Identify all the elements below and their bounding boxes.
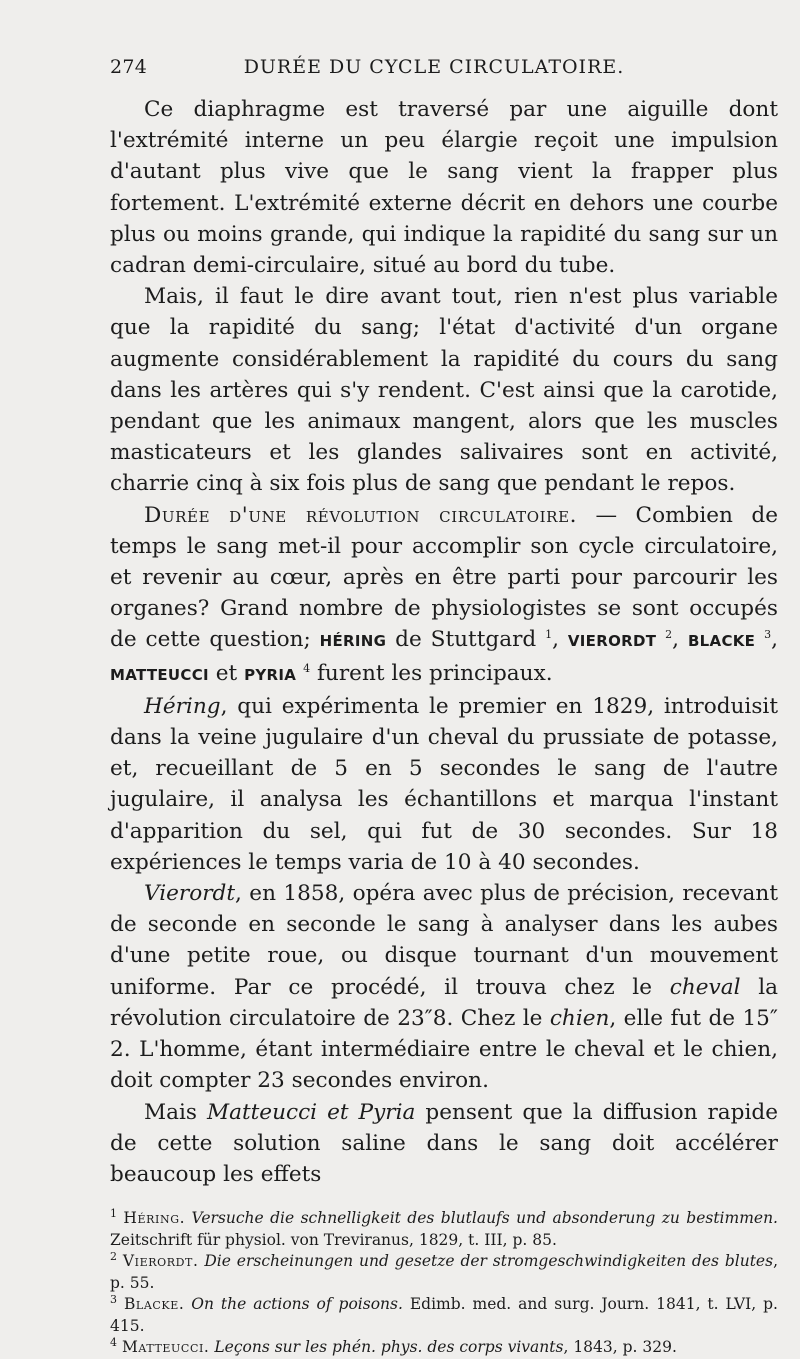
- section-heading: Durée d'une révolution circulatoire.: [144, 502, 578, 528]
- running-header: [110, 56, 778, 94]
- name-pyria: PYRIA: [244, 665, 297, 684]
- footnote-2: $^2$ Vierordt. Die erscheinungen und gesetze der stromgeschwindigkeiten des blutes, p. 55.: [110, 1249, 778, 1292]
- names-matteucci-pyria: Matteucci et Pyria: [206, 1099, 416, 1125]
- paragraph-2: Mais, il faut le dire avant tout, rien n'est plus variable que la rapidité du sang; l'état d'activité d'un organe augmente considérablement la rapidité du cours du sang dans les artères qui s'y rendent. C'est ainsi que la carotide, pendant que les animaux mangent, alors que les muscles masticateurs et les glandes salivaires sont en activité, charrie cinq à six fois plus de sang que pendant le repos.: [110, 284, 778, 497]
- running-title: DURÉE DU CYCLE CIRCULATOIRE.: [243, 56, 625, 78]
- page-number: 274: [110, 56, 148, 78]
- name-blacke: BLACKE: [687, 632, 756, 651]
- footnote-ref-3: 3: [764, 628, 772, 642]
- paragraph-6: Mais Matteucci et Pyria pensent que la diffusion rapide de cette solution saline dans le sang doit accélérer beaucoup les effets: [110, 1099, 778, 1187]
- name-hering: HÉRING: [319, 632, 387, 651]
- paragraph-3: Durée d'une révolution circulatoire. — Combien de temps le sang met-il pour accomplir son cycle circulatoire, et revenir au cœur, après en être parti pour parcourir les organes? Grand nombre de physiologistes se sont occupés de cette question; HÉRING de Stuttgard $^1$, VIERORDT $^2$, BLACKE $^3$, MATTEUCCI et PYRIA $^4$ furent les principaux.: [110, 502, 778, 686]
- paragraph-1: Ce diaphragme est traversé par une aiguille dont l'extrémité interne un peu élargie reçoit une impulsion d'autant plus vive que le sang vient la frapper plus fortement. L'extrémité externe décrit en dehors une courbe plus ou moins grande, qui indique la rapidité du sang sur un cadran demi-circulaire, situé au bord du tube.: [110, 97, 778, 279]
- footnote-ref-2: 2: [665, 628, 673, 642]
- name-vierordt-italic: Vierordt: [144, 881, 236, 907]
- footnote-4: $^4$ Matteucci. Leçons sur les phén. phys. des corps vivants, 1843, p. 329.: [110, 1335, 677, 1357]
- footnote-ref-4: 4: [303, 661, 311, 675]
- footnote-ref-1: 1: [545, 628, 553, 642]
- paragraph-4: Héring, qui expérimenta le premier en 1829, introduisit dans la veine jugulaire d'un cheval du prussiate de potasse, et, recueillant de 5 en 5 secondes le sang de l'autre jugulaire, il analysa les échantillons et marqua l'instant d'apparition du sel, qui fut de 30 secondes. Sur 18 expériences le temps varia de 10 à 40 secondes.: [110, 693, 778, 875]
- name-hering-italic: Héring: [144, 693, 221, 719]
- name-matteucci: MATTEUCCI: [110, 665, 209, 684]
- name-vierordt: VIERORDT: [567, 632, 657, 651]
- footnote-3: $^3$ Blacke. On the actions of poisons. Edimb. med. and surg. Journ. 1841, t. LVI, p. 415.: [110, 1292, 778, 1335]
- main-text: [110, 94, 778, 1190]
- paragraph-5: Vierordt, en 1858, opéra avec plus de précision, recevant de seconde en seconde le sang à analyser dans les aubes d'une petite roue, ou disque tournant d'un mouvement uniforme. Par ce procédé, il trouva chez le cheval la révolution circulatoire de 23″8. Chez le chien, elle fut de 15″ 2. L'homme, étant intermédiaire entre le cheval et le chien, doit compter 23 secondes environ.: [110, 881, 778, 1094]
- footnote-1: $^1$ Héring. Versuche die schnelligkeit des blutlaufs und absonderung zu bestimmen. Zeitschrift für physiol. von Treviranus, 1829, t. III, p. 85.: [110, 1206, 778, 1249]
- footnotes: [110, 1208, 778, 1359]
